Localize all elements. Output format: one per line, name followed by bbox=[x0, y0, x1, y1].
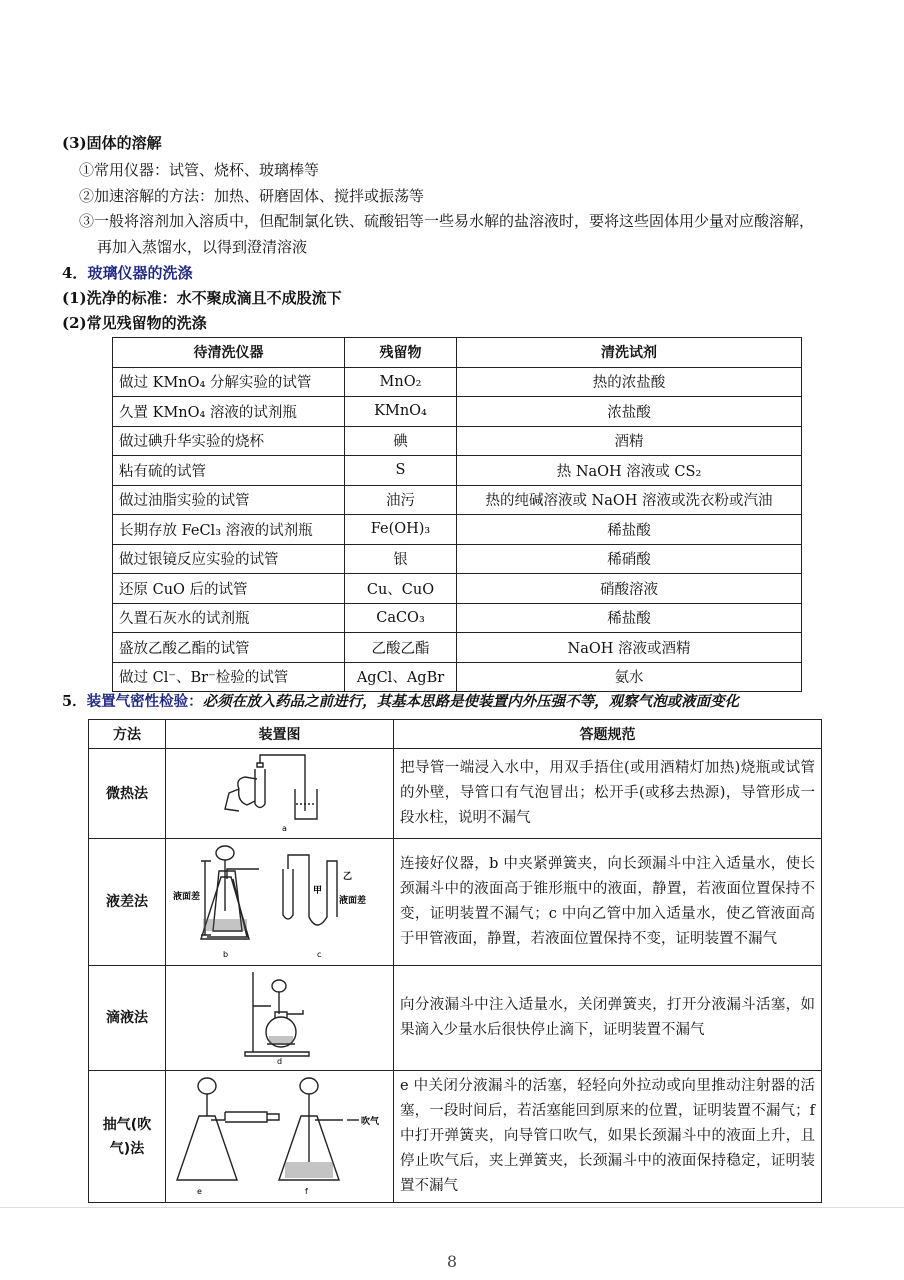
section4-number: 4． bbox=[62, 264, 88, 282]
cell-reagent: 稀盐酸 bbox=[457, 603, 802, 633]
header-instrument: 待清洗仪器 bbox=[113, 338, 345, 368]
page-divider bbox=[0, 1207, 904, 1208]
apparatus-cell bbox=[166, 749, 394, 839]
cell-residue: 银 bbox=[345, 544, 457, 574]
cleaning-table bbox=[112, 337, 802, 692]
header-method: 方法 bbox=[89, 720, 166, 749]
section5-description: 必须在放入药品之前进行，其基本思路是使装置内外压强不等，观察气泡或液面变化 bbox=[202, 693, 740, 710]
cell-instrument: 做过 KMnO₄ 分解实验的试管 bbox=[113, 367, 345, 397]
figure-label-e: e bbox=[196, 1186, 202, 1196]
cell-residue: MnO₂ bbox=[345, 367, 457, 397]
method-cell: 滴液法 bbox=[89, 966, 166, 1071]
cell-reagent: 稀硝酸 bbox=[457, 544, 802, 574]
figure-label-f: f bbox=[304, 1186, 308, 1196]
section4-title: 玻璃仪器的洗涤 bbox=[87, 264, 193, 282]
cell-residue: CaCO₃ bbox=[345, 603, 457, 633]
table-row bbox=[113, 456, 802, 486]
answer-cell: e 中关闭分液漏斗的活塞，轻轻向外拉动或向里推动注射器的活塞，一段时间后，若活塞能回到原来的位置，证明装置不漏气；f 中打开弹簧夹，向导管口吹气，如果长颈漏斗中的液面上升，且停止吹气后，夹上弹簧夹，长颈漏斗中的液面保持稳定，证明装置不漏气 bbox=[394, 1071, 822, 1203]
apparatus-cell bbox=[166, 839, 394, 966]
section5-title: 装置气密性检验： bbox=[86, 693, 203, 710]
cell-residue: 碘 bbox=[345, 426, 457, 456]
page-number: 8 bbox=[446, 1252, 458, 1271]
table-header-row bbox=[113, 338, 802, 368]
section4-sub1: (1)洗净的标准：水不聚成滴且不成股流下 bbox=[62, 289, 342, 307]
suction-apparatus-figure bbox=[167, 1072, 393, 1198]
cell-instrument: 做过 Cl⁻、Br⁻检验的试管 bbox=[113, 662, 345, 692]
cell-residue: S bbox=[345, 456, 457, 486]
cell-residue: Fe(OH)₃ bbox=[345, 515, 457, 545]
table-row bbox=[113, 485, 802, 515]
answer-cell: 把导管一端浸入水中，用双手捂住(或用酒精灯加热)烧瓶或试管的外壁，导管口有气泡冒出；松开手(或移去热源)，导管形成一段水柱，说明不漏气 bbox=[394, 749, 822, 839]
header-apparatus: 装置图 bbox=[166, 720, 394, 749]
figure-label-jia: 甲 bbox=[312, 886, 322, 896]
table-row bbox=[113, 574, 802, 604]
cell-reagent: 热的纯碱溶液或 NaOH 溶液或洗衣粉或汽油 bbox=[457, 485, 802, 515]
table-row bbox=[89, 839, 822, 966]
section5-number: 5． bbox=[62, 693, 87, 710]
cell-residue: 乙酸乙酯 bbox=[345, 633, 457, 663]
cell-instrument: 盛放乙酸乙酯的试管 bbox=[113, 633, 345, 663]
cell-reagent: 酒精 bbox=[457, 426, 802, 456]
table-row bbox=[113, 662, 802, 692]
section5-heading bbox=[62, 692, 739, 712]
section4-heading bbox=[62, 263, 192, 283]
airtightness-table bbox=[88, 719, 822, 1203]
cell-residue: AgCl、AgBr bbox=[345, 662, 457, 692]
figure-label-c: c bbox=[316, 950, 321, 959]
answer-cell: 连接好仪器，b 中夹紧弹簧夹，向长颈漏斗中注入适量水，使长颈漏斗中的液面高于锥形瓶中的液面，静置，若液面位置保持不变，证明装置不漏气；c 中向乙管中加入适量水，使乙管液面高于甲管液面，静置，若液面位置保持不变，证明装置不漏气 bbox=[394, 839, 822, 966]
cell-instrument: 做过碘升华实验的烧杯 bbox=[113, 426, 345, 456]
table-row bbox=[89, 966, 822, 1071]
figure-label-liquid-diff-b: 液面差 bbox=[172, 892, 200, 902]
figure-label-blow: 吹气 bbox=[360, 1116, 379, 1127]
answer-cell: 向分液漏斗中注入适量水，关闭弹簧夹，打开分液漏斗活塞，如果滴入少量水后很快停止滴下，证明装置不漏气 bbox=[394, 966, 822, 1071]
micro-heat-apparatus-figure bbox=[167, 749, 393, 834]
section3-item3-line1: ③一般将溶剂加入溶质中，但配制氯化铁、硫酸铝等一些易水解的盐溶液时，要将这些固体用少量对应酸溶解， bbox=[79, 212, 815, 230]
table-row bbox=[89, 1071, 822, 1203]
figure-label-d: d bbox=[276, 1057, 282, 1066]
section3-heading: (3)固体的溶解 bbox=[62, 134, 162, 152]
method-line2: 气)法 bbox=[109, 1140, 145, 1157]
cell-reagent: 浓盐酸 bbox=[457, 397, 802, 427]
cell-instrument: 做过银镜反应实验的试管 bbox=[113, 544, 345, 574]
figure-label-yi: 乙 bbox=[342, 872, 352, 882]
table-row bbox=[113, 544, 802, 574]
header-answer: 答题规范 bbox=[394, 720, 822, 749]
liquid-difference-apparatus-figure bbox=[167, 839, 393, 961]
cell-instrument: 久置石灰水的试剂瓶 bbox=[113, 603, 345, 633]
figure-label-b: b bbox=[222, 950, 228, 959]
cell-reagent: NaOH 溶液或酒精 bbox=[457, 633, 802, 663]
cell-instrument: 还原 CuO 后的试管 bbox=[113, 574, 345, 604]
section3-item2: ②加速溶解的方法：加热、研磨固体、搅拌或振荡等 bbox=[79, 187, 425, 205]
table-header-row bbox=[89, 720, 822, 749]
method-line1: 抽气(吹 bbox=[102, 1116, 152, 1133]
cell-reagent: 热 NaOH 溶液或 CS₂ bbox=[457, 456, 802, 486]
cell-reagent: 稀盐酸 bbox=[457, 515, 802, 545]
figure-label-liquid-diff-c: 液面差 bbox=[338, 896, 366, 906]
cell-reagent: 热的浓盐酸 bbox=[457, 367, 802, 397]
cell-residue: 油污 bbox=[345, 485, 457, 515]
section3-item1: ①常用仪器：试管、烧杯、玻璃棒等 bbox=[79, 161, 320, 179]
figure-label-a: a bbox=[281, 824, 287, 833]
cell-instrument: 长期存放 FeCl₃ 溶液的试剂瓶 bbox=[113, 515, 345, 545]
section3-item3-line2: 再加入蒸馏水，以得到澄清溶液 bbox=[97, 238, 308, 256]
apparatus-cell bbox=[166, 966, 394, 1071]
cell-instrument: 久置 KMnO₄ 溶液的试剂瓶 bbox=[113, 397, 345, 427]
table-row bbox=[113, 367, 802, 397]
apparatus-cell bbox=[166, 1071, 394, 1203]
cell-residue: KMnO₄ bbox=[345, 397, 457, 427]
cell-instrument: 做过油脂实验的试管 bbox=[113, 485, 345, 515]
table-row bbox=[113, 515, 802, 545]
header-reagent: 清洗试剂 bbox=[457, 338, 802, 368]
table-row bbox=[89, 749, 822, 839]
cell-reagent: 氨水 bbox=[457, 662, 802, 692]
table-row bbox=[113, 603, 802, 633]
table-row bbox=[113, 633, 802, 663]
section4-sub2: (2)常见残留物的洗涤 bbox=[62, 314, 207, 332]
cell-instrument: 粘有硫的试管 bbox=[113, 456, 345, 486]
header-residue: 残留物 bbox=[345, 338, 457, 368]
dropping-apparatus-figure bbox=[167, 966, 393, 1066]
method-cell: 微热法 bbox=[89, 749, 166, 839]
table-row bbox=[113, 426, 802, 456]
cell-reagent: 硝酸溶液 bbox=[457, 574, 802, 604]
method-cell bbox=[89, 1071, 166, 1203]
table-row bbox=[113, 397, 802, 427]
cell-residue: Cu、CuO bbox=[345, 574, 457, 604]
method-cell: 液差法 bbox=[89, 839, 166, 966]
